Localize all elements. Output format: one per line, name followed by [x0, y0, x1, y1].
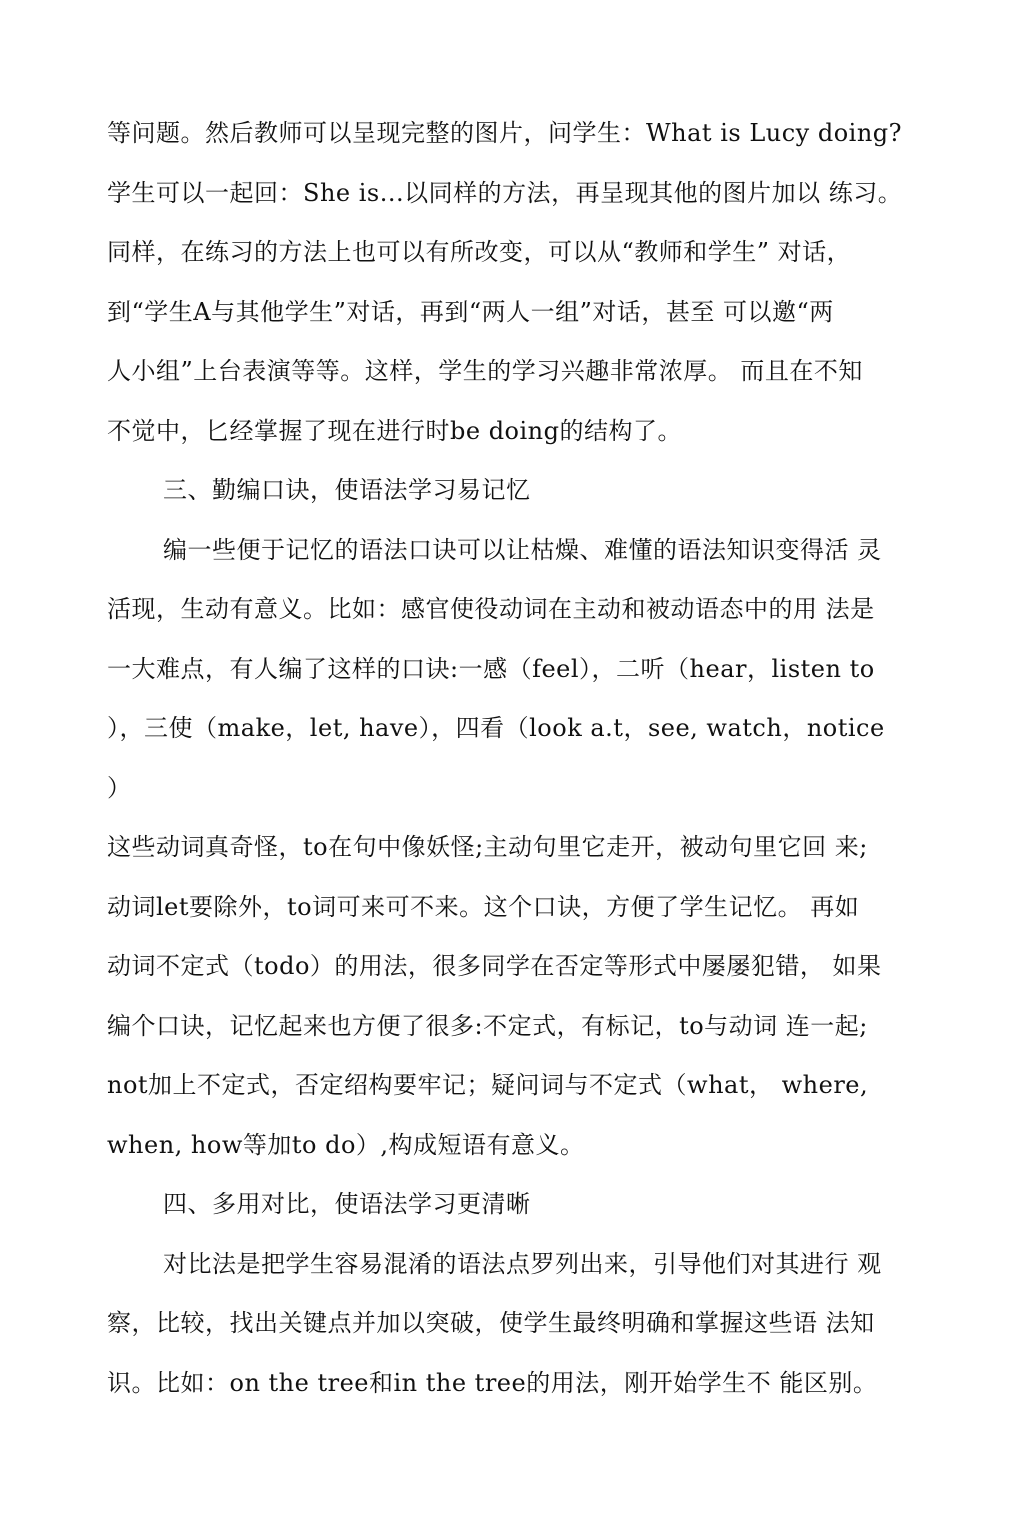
- text-line-3: 同样，在练习的方法上也可以有所改变，可以从“教师和学生” 对话，: [107, 238, 852, 266]
- text-line-10: 一大难点，有人编了这样的口诀:一感（feel），二听（hear，listen to: [107, 655, 875, 683]
- text-line-4: 到“学生A与其他学生”对话，再到“两人一组”对话，甚至 可以邀“两: [107, 298, 834, 326]
- text-line-14: 动词let要除外，to词可来可不来。这个口诀，方便了学生记忆。 再如: [107, 893, 860, 921]
- text-line-6: 不觉中，匕经掌握了现在进行时be doing的结构了。: [107, 417, 683, 445]
- text-line-16: 编个口诀，记忆起来也方便了很多:不定式，有标记，to与动词 连一起;: [107, 1012, 868, 1040]
- text-line-5: 人小组”上台表演等等。这样，学生的学习兴趣非常浓厚。 而且在不知: [107, 357, 863, 385]
- text-line-12: ）: [107, 774, 132, 802]
- text-line-8: 编一些便于记忆的语法口诀可以让枯燥、难懂的语法知识变得活 灵: [163, 536, 882, 564]
- text-line-9: 活现，生动有意义。比如：感官使役动词在主动和被动语态中的用 法是: [107, 595, 875, 623]
- text-line-11: ），三使（make，let, have），四看（look a.t，see, watch，notice: [107, 714, 885, 742]
- text-line-21: 察，比较，找出关键点并加以突破，使学生最终明确和掌握这些语 法知: [107, 1309, 875, 1337]
- text-line-1: 等问题。然后教师可以呈现完整的图片，问学生：What is Lucy doing?: [107, 119, 903, 147]
- text-line-18: when, how等加to do）,构成短语有意义。: [107, 1131, 585, 1159]
- text-line-15: 动词不定式（todo）的用法，很多同学在否定等形式中屡屡犯错， 如果: [107, 952, 882, 980]
- section-heading-4: 四、多用对比，使语法学习更清晰: [163, 1190, 531, 1218]
- text-line-20: 对比法是把学生容易混淆的语法点罗列出来，引导他们对其进行 观: [163, 1250, 882, 1278]
- text-line-2: 学生可以一起回：She is...以同样的方法，再呈现其他的图片加以 练习。: [107, 179, 903, 207]
- section-heading-3: 三、勤编口诀，使语法学习易记忆: [163, 476, 531, 504]
- text-line-13: 这些动词真奇怪，to在句中像妖怪;主动句里它走开，被动句里它回 来;: [107, 833, 868, 861]
- text-line-17: not加上不定式，否定绍构要牢记；疑问词与不定式（what， where,: [107, 1071, 869, 1099]
- text-line-22: 识。比如：on the tree和in the tree的用法，刚开始学生不 能区别。: [107, 1369, 878, 1397]
